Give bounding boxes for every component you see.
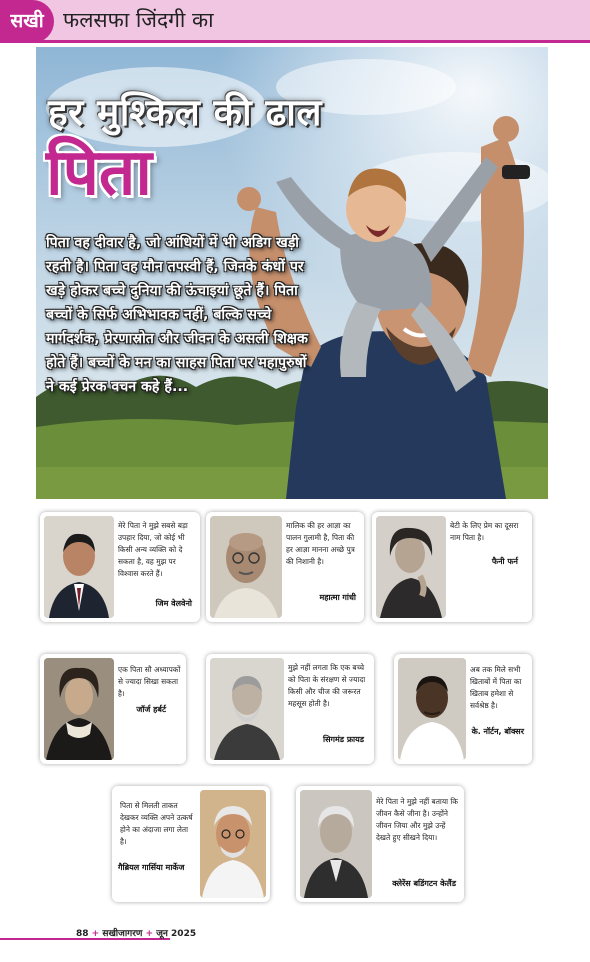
- quote-text: मुझे नहीं लगता कि एक बच्चे को पिता के संरक्षण से ज्यादा किसी और चीज की जरूरत महसूस होती है।: [288, 663, 366, 708]
- quote-text: अब तक मिले सभी खिताबों में पिता का खिताब हमेशा से सर्वश्रेष्ठ है।: [470, 665, 522, 710]
- quote-card: [40, 512, 200, 622]
- quote-card: [394, 654, 532, 764]
- page-header: [0, 0, 590, 43]
- quote-author: क्लेरेंस बडिंगटन केलैंड: [392, 879, 456, 888]
- quote-text: बेटी के लिए प्रेम का दूसरा नाम पिता है।: [450, 521, 519, 542]
- quote-author: फैनी फर्न: [491, 557, 518, 566]
- portrait-image: [200, 790, 266, 898]
- quote-author: सिगमंड फ्रायड: [323, 735, 364, 744]
- portrait-image: [44, 516, 114, 618]
- quote-text: पिता से मिलती ताकत देखकर व्यक्ति अपने उत्कर्ष होने का अंदाजा लगा लेता है।: [120, 801, 193, 846]
- quote-author: महात्मा गांधी: [319, 593, 356, 602]
- issue-date: जून 2025: [156, 929, 197, 939]
- section-title: फलसफा जिंदगी का: [63, 8, 214, 32]
- quote-text: एक पिता सौ अध्यापकों से ज्यादा सिखा सकता है।: [118, 665, 181, 698]
- quote-author: जिम वेलवेनो: [155, 599, 192, 608]
- hero-title-big: पिता: [46, 136, 152, 210]
- quote-card: [40, 654, 186, 764]
- quote-card: [206, 512, 364, 622]
- brand-badge: सखी: [0, 0, 54, 43]
- quote-text: मालिक की हर आज्ञा का पालन गुलामी है, पिता की हर आज्ञा मानना अच्छे पुत्र की निशानी है।: [286, 521, 355, 566]
- hero-banner: [36, 47, 548, 499]
- portrait-image: [300, 790, 372, 898]
- quote-card: [112, 786, 270, 902]
- magazine-name: सखीजागरण: [102, 929, 143, 939]
- portrait-image: [376, 516, 446, 618]
- quote-card: [296, 786, 464, 902]
- quote-text: मेरे पिता ने मुझे सबसे बड़ा उपहार दिया, जो कोई भी किसी अन्य व्यक्ति को दे सकता है, वह मुझ पर विश्वास करते हैं।: [118, 521, 188, 578]
- quote-card: [206, 654, 374, 764]
- portrait-image: [44, 658, 114, 760]
- page-footer: [76, 926, 196, 939]
- quote-author: जॉर्ज हर्बर्ट: [136, 705, 166, 714]
- hero-title: हर मुश्किल की ढाल: [48, 91, 322, 134]
- footer-separator: +: [91, 929, 100, 939]
- hero-body-text: पिता वह दीवार है, जो आंधियों में भी अडिग खड़ी रहती है। पिता वह मौन तपस्वी हैं, जिनके कंधों पर खड़े होकर बच्चे दुनिया की ऊंचाइयां छूते हैं। पिता बच्चों के सिर्फ अभिभावक नहीं, बल्कि सच्चे मार्गदर्शक, प्रेरणास्रोत और जीवन के असली शिक्षक होते हैं। बच्चों के मन का साहस पिता पर महापुरुषों ने कई प्रेरक वचन कहे हैं...: [46, 235, 308, 395]
- quote-author: गैब्रियल गार्सिया मार्केज: [118, 863, 185, 872]
- quote-author: के. नॉर्टन, बॉक्सर: [471, 727, 524, 736]
- portrait-image: [210, 516, 282, 618]
- quote-card: [372, 512, 532, 622]
- portrait-image: [210, 658, 284, 760]
- quote-text: मेरे पिता ने मुझे नहीं बताया कि जीवन कैसे जीना है। उन्होंने जीवन जिया और मुझे उन्हें देखते हुए सीखने दिया।: [376, 797, 458, 842]
- page-number: 88: [76, 929, 89, 939]
- portrait-image: [398, 658, 466, 760]
- footer-separator: +: [145, 929, 154, 939]
